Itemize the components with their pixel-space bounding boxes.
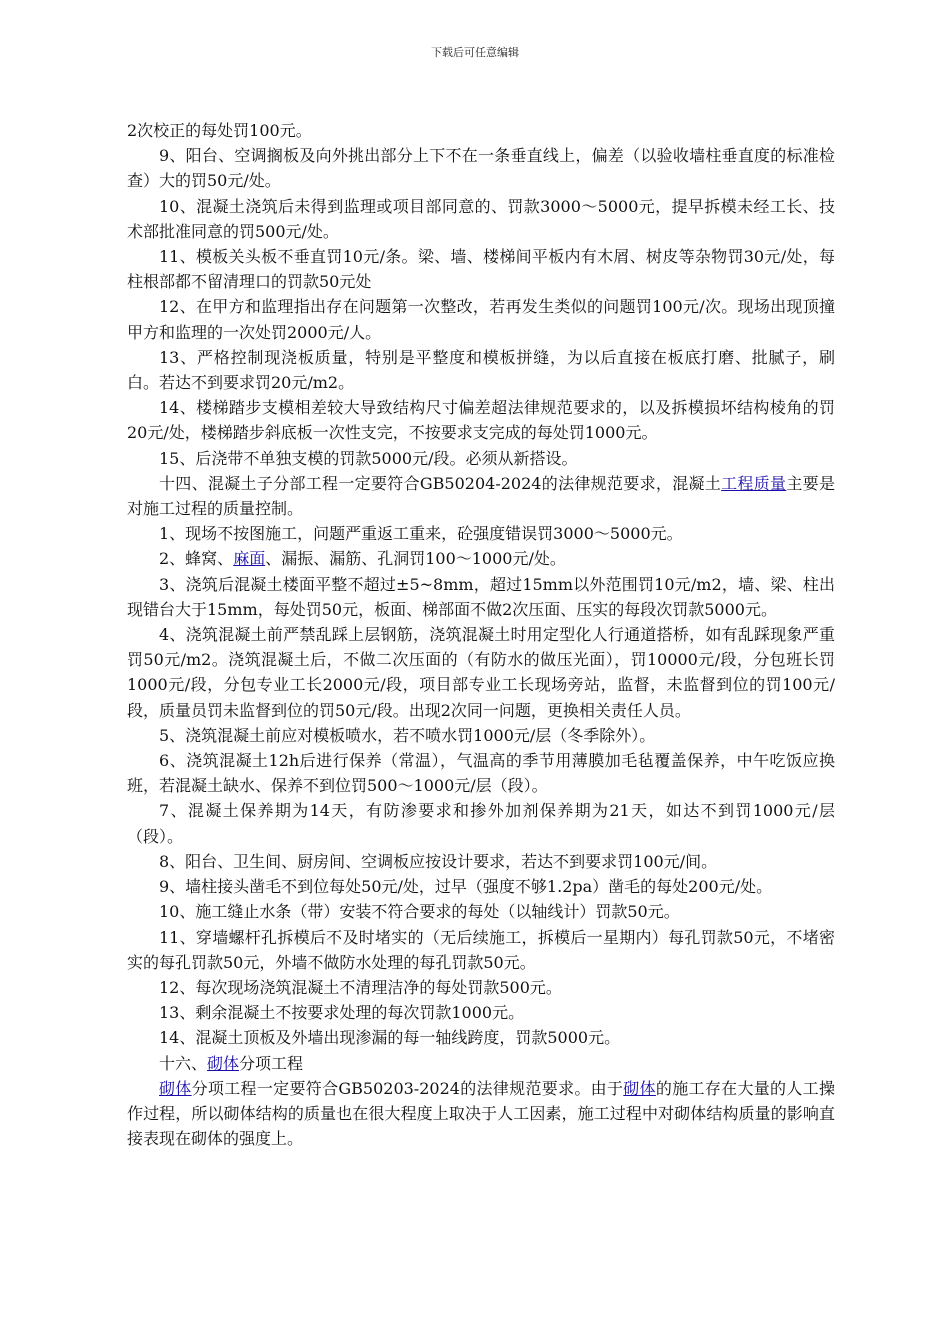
paragraph	[127, 622, 835, 723]
paragraph	[127, 395, 835, 445]
paragraph	[127, 244, 835, 294]
page-header: 下载后可任意编辑	[431, 46, 519, 59]
paragraph-text: 10、施工缝止水条（带）安装不符合要求的每处（以轴线计）罚款50元。	[159, 902, 680, 922]
paragraph	[127, 1051, 835, 1076]
paragraph-text: 9、阳台、空调搁板及向外挑出部分上下不在一条垂直线上，偏差（以验收墙柱垂直度的标准检查）大的罚50元/处。	[127, 146, 835, 191]
paragraph-text: 3、浇筑后混凝土楼面平整不超过±5~8mm，超过15mm以外范围罚10元/m2，墙、梁、柱出现错台大于15mm，每处罚50元，板面、梯部面不做2次压面、压实的每段次罚款5000元。	[127, 574, 835, 619]
paragraph-text: 十六、	[159, 1053, 208, 1073]
paragraph	[127, 723, 835, 748]
inline-link[interactable]: 工程质量	[721, 473, 787, 493]
paragraph-text: 13、严格控制现浇板质量，特别是平整度和模板拼缝，为以后直接在板底打磨、批腻子，刷白。若达不到要求罚20元/m2。	[127, 347, 835, 393]
inline-link[interactable]: 麻面	[233, 549, 266, 569]
document-body	[127, 118, 835, 1151]
paragraph	[127, 345, 835, 395]
paragraph-text: 15、后浇带不单独支模的罚款5000元/段。必须从新搭设。	[159, 448, 578, 468]
paragraph-text: 7、混凝土保养期为14天，有防渗要求和掺外加剂保养期为21天，如达不到罚1000元/层（段）。	[127, 801, 835, 846]
paragraph-text: 2次校正的每处罚100元。	[127, 121, 312, 140]
paragraph-text: 的施工存在大量的人工操作过程，所以砌体结构的质量也在很大程度上取决于人工因素，施工过程中对砌体结构质量的影响直接表现在砌体的强度上。	[127, 1078, 835, 1149]
paragraph-text: 14、混凝土顶板及外墙出现渗漏的每一轴线跨度，罚款5000元。	[159, 1028, 621, 1048]
paragraph-text: 主要是对施工过程的质量控制。	[127, 473, 835, 519]
paragraph	[127, 1025, 835, 1050]
paragraph	[127, 748, 835, 798]
paragraph	[127, 294, 835, 344]
paragraph-text: 8、阳台、卫生间、厨房间、空调板应按设计要求，若达不到要求罚100元/间。	[159, 851, 718, 871]
paragraph	[127, 925, 835, 975]
paragraph-text: 12、在甲方和监理指出存在问题第一次整改，若再发生类似的问题罚100元/次。现场出现顶撞甲方和监理的一次处罚2000元/人。	[127, 297, 835, 342]
paragraph	[127, 874, 835, 899]
paragraph	[127, 1076, 835, 1152]
paragraph	[127, 118, 835, 143]
paragraph-text: 、漏振、漏筋、孔洞罚100～1000元/处。	[265, 549, 566, 569]
paragraph-text: 9、墙柱接头凿毛不到位每处50元/处，过早（强度不够1.2pa）凿毛的每处200元/处。	[159, 877, 773, 897]
paragraph-text: 1、现场不按图施工，问题严重返工重来，砼强度错误罚3000～5000元。	[159, 524, 683, 544]
paragraph	[127, 194, 835, 244]
paragraph-text: 分项工程	[239, 1053, 304, 1073]
paragraph-text: 11、模板关头板不垂直罚10元/条。梁、墙、楼梯间平板内有木屑、树皮等杂物罚30元/处，每柱根部都不留清理口的罚款50元处	[127, 247, 835, 292]
paragraph	[127, 975, 835, 1000]
inline-link[interactable]: 砌体	[623, 1078, 656, 1098]
paragraph-text: 分项工程一定要符合GB50203-2024的法律规范要求。由于	[191, 1078, 624, 1098]
paragraph-text: 4、浇筑混凝土前严禁乱踩上层钢筋，浇筑混凝土时用定型化人行通道搭桥，如有乱踩现象严重罚50元/m2。浇筑混凝土后，不做二次压面的（有防水的做压光面），罚10000元/段，分包班长罚1000元/段，分包专业工长2000元/段，项目部专业工长现场旁站，监督，未监督到位的罚100元/段，质量员罚未监督到位的罚50元/段。出现2次同一问题，更换相关责任人员。	[127, 625, 835, 720]
paragraph	[127, 446, 835, 471]
paragraph-text: 14、楼梯踏步支模相差较大导致结构尺寸偏差超法律规范要求的，以及拆模损坏结构棱角的罚20元/处，楼梯踏步斜底板一次性支完，不按要求支完成的每处罚1000元。	[127, 398, 835, 443]
paragraph-text: 十四、混凝土子分部工程一定要符合GB50204-2024的法律规范要求，混凝土	[159, 473, 722, 493]
paragraph-text: 6、浇筑混凝土12h后进行保养（常温），气温高的季节用薄膜加毛毡覆盖保养，中午吃饭应换班，若混凝土缺水、保养不到位罚500～1000元/层（段）。	[127, 751, 835, 796]
paragraph	[127, 471, 835, 521]
paragraph	[127, 572, 835, 622]
paragraph-text: 10、混凝土浇筑后未得到监理或项目部同意的、罚款3000～5000元，提早拆模未经工长、技术部批准同意的罚500元/处。	[127, 196, 835, 241]
paragraph	[127, 899, 835, 924]
paragraph	[127, 849, 835, 874]
paragraph-text: 12、每次现场浇筑混凝土不清理洁净的每处罚款500元。	[159, 977, 562, 997]
paragraph	[127, 1000, 835, 1025]
paragraph	[127, 798, 835, 848]
paragraph-text: 13、剩余混凝土不按要求处理的每次罚款1000元。	[159, 1003, 525, 1023]
inline-link[interactable]: 砌体	[207, 1053, 240, 1073]
paragraph	[127, 143, 835, 193]
paragraph	[127, 521, 835, 546]
paragraph	[127, 546, 835, 571]
inline-link[interactable]: 砌体	[159, 1078, 192, 1098]
paragraph-text: 11、穿墙螺杆孔拆模后不及时堵实的（无后续施工，拆模后一星期内）每孔罚款50元，不堵密实的每孔罚款50元，外墙不做防水处理的每孔罚款50元。	[127, 927, 835, 972]
paragraph-text: 2、蜂窝、	[159, 549, 234, 569]
paragraph-text: 5、浇筑混凝土前应对模板喷水，若不喷水罚1000元/层（冬季除外）。	[159, 725, 656, 745]
